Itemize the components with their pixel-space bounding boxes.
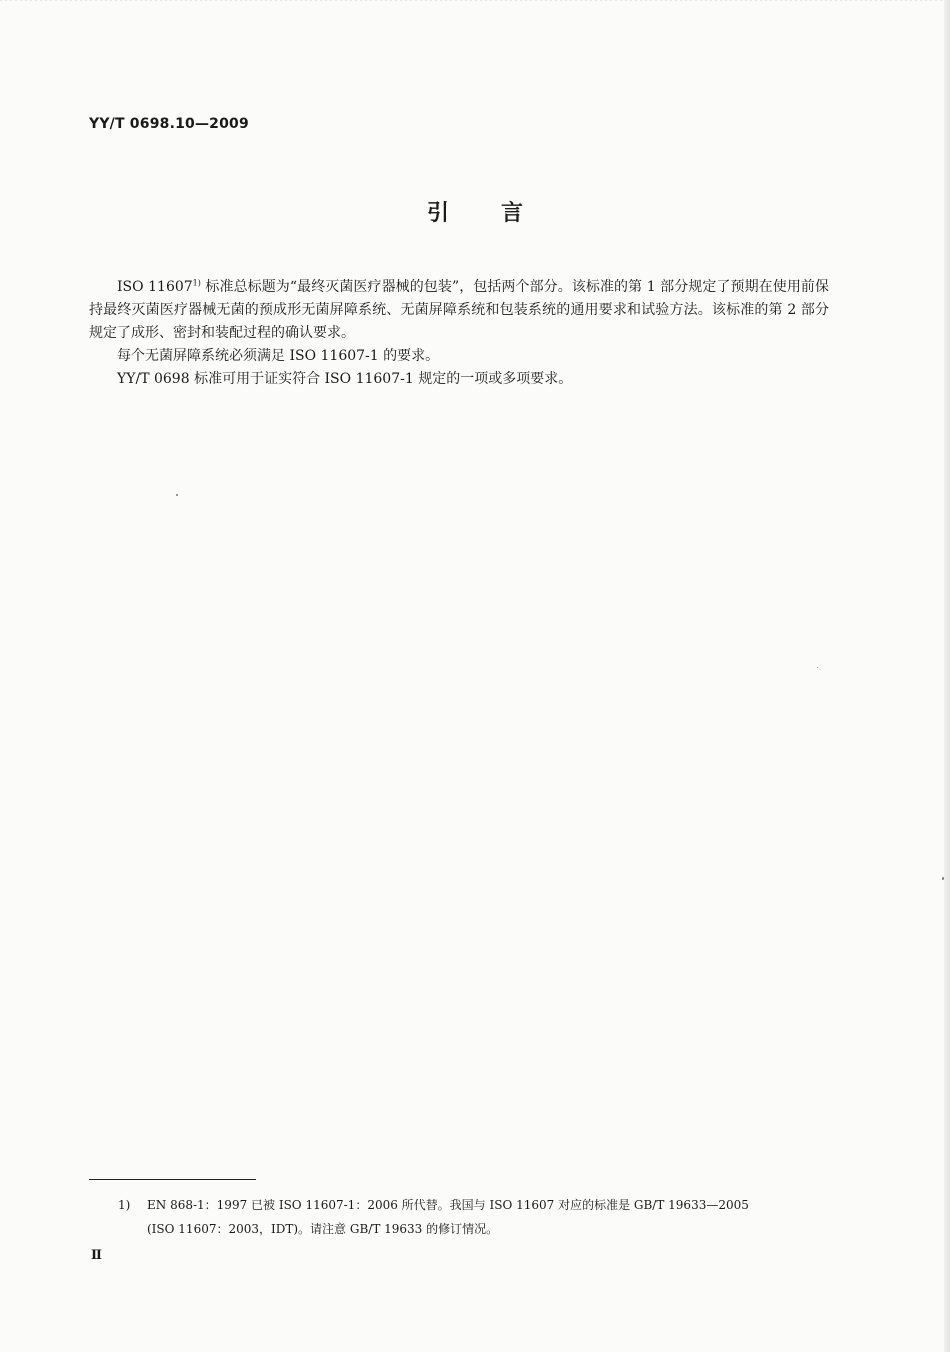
section-title: [0, 196, 950, 227]
section-title-char-1: 引: [426, 201, 449, 226]
standard-number: YY/T 0698.10—2009: [89, 116, 249, 132]
footnote-reference[interactable]: 1): [192, 278, 201, 288]
footnote-line-1: EN 868-1：1997 已被 ISO 11607-1：2006 所代替。我国与 ISO 11607 对应的标准是 GB/T 19633—2005: [147, 1198, 749, 1212]
paragraph-2: 每个无菌屏障系统必须满足 ISO 11607-1 的要求。: [117, 348, 440, 364]
paragraph-1-start: ISO 11607: [117, 279, 193, 295]
scan-speck: [942, 877, 944, 880]
section-title-char-2: 言: [501, 201, 524, 226]
footnote-marker: 1): [118, 1198, 131, 1212]
page-top-edge: [0, 0, 950, 3]
footnote: [118, 1193, 826, 1241]
paragraph-1-rest: 标准总标题为“最终灭菌医疗器械的包装”，包括两个部分。该标准的第 1 部分规定了预期在使用前保持最终灭菌医疗器械无菌的预成形无菌屏障系统、无菌屏障系统和包装系统的通用要求和试验方法。该标准的第 2 部分规定了成形、密封和装配过程的确认要求。: [89, 279, 829, 341]
scan-speck: [817, 667, 818, 668]
page-number: Ⅱ: [91, 1248, 102, 1263]
paragraph-1: [89, 276, 829, 345]
scan-speck: [176, 494, 178, 496]
footnote-line-2: (ISO 11607：2003，IDT)。请注意 GB/T 19633 的修订情况。: [147, 1222, 499, 1236]
paragraph-3: YY/T 0698 标准可用于证实符合 ISO 11607-1 规定的一项或多项要求。: [117, 371, 573, 387]
footnote-separator: [89, 1179, 256, 1180]
introduction-body: [89, 276, 829, 391]
footnote-text: [147, 1193, 826, 1241]
